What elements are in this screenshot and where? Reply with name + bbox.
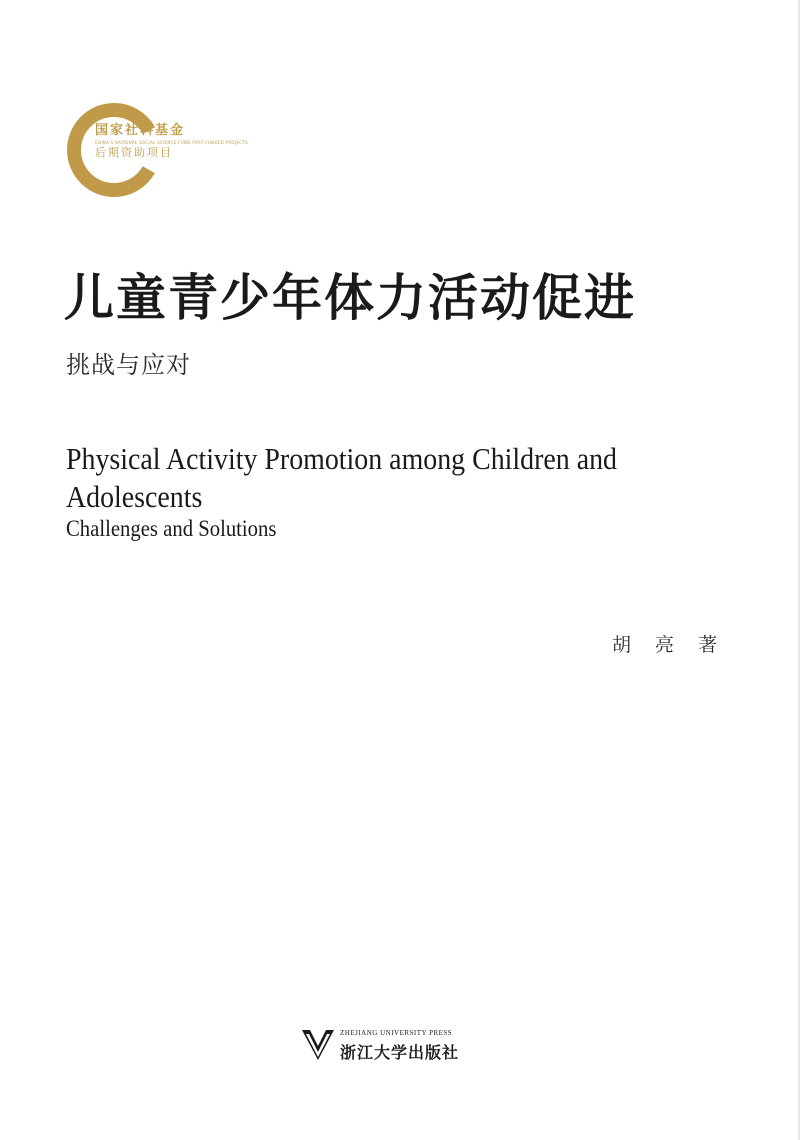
badge-line-english: CHINA'S NATIONAL SOCIAL SCIENCE FUND POST-FUNDED PROJECTS	[95, 140, 248, 145]
author-credit: 胡 亮 著	[612, 634, 727, 656]
book-title-english: Physical Activity Promotion among Children and Adolescents	[66, 441, 617, 514]
book-title-chinese: 儿童青少年体力活动促进	[64, 269, 636, 327]
badge-line-chinese-2: 后期资助项目	[95, 146, 173, 159]
book-subtitle-english: Challenges and Solutions	[66, 516, 277, 541]
zhejiang-press-logo-icon	[300, 1026, 336, 1062]
fund-badge-text	[95, 123, 248, 160]
badge-line-chinese-1: 国家社科基金	[95, 123, 186, 138]
publisher-name-chinese: 浙江大学出版社	[340, 1043, 460, 1062]
publisher-name-english: ZHEJIANG UNIVERSITY PRESS	[340, 1029, 453, 1037]
book-subtitle-chinese: 挑战与应对	[66, 351, 191, 379]
